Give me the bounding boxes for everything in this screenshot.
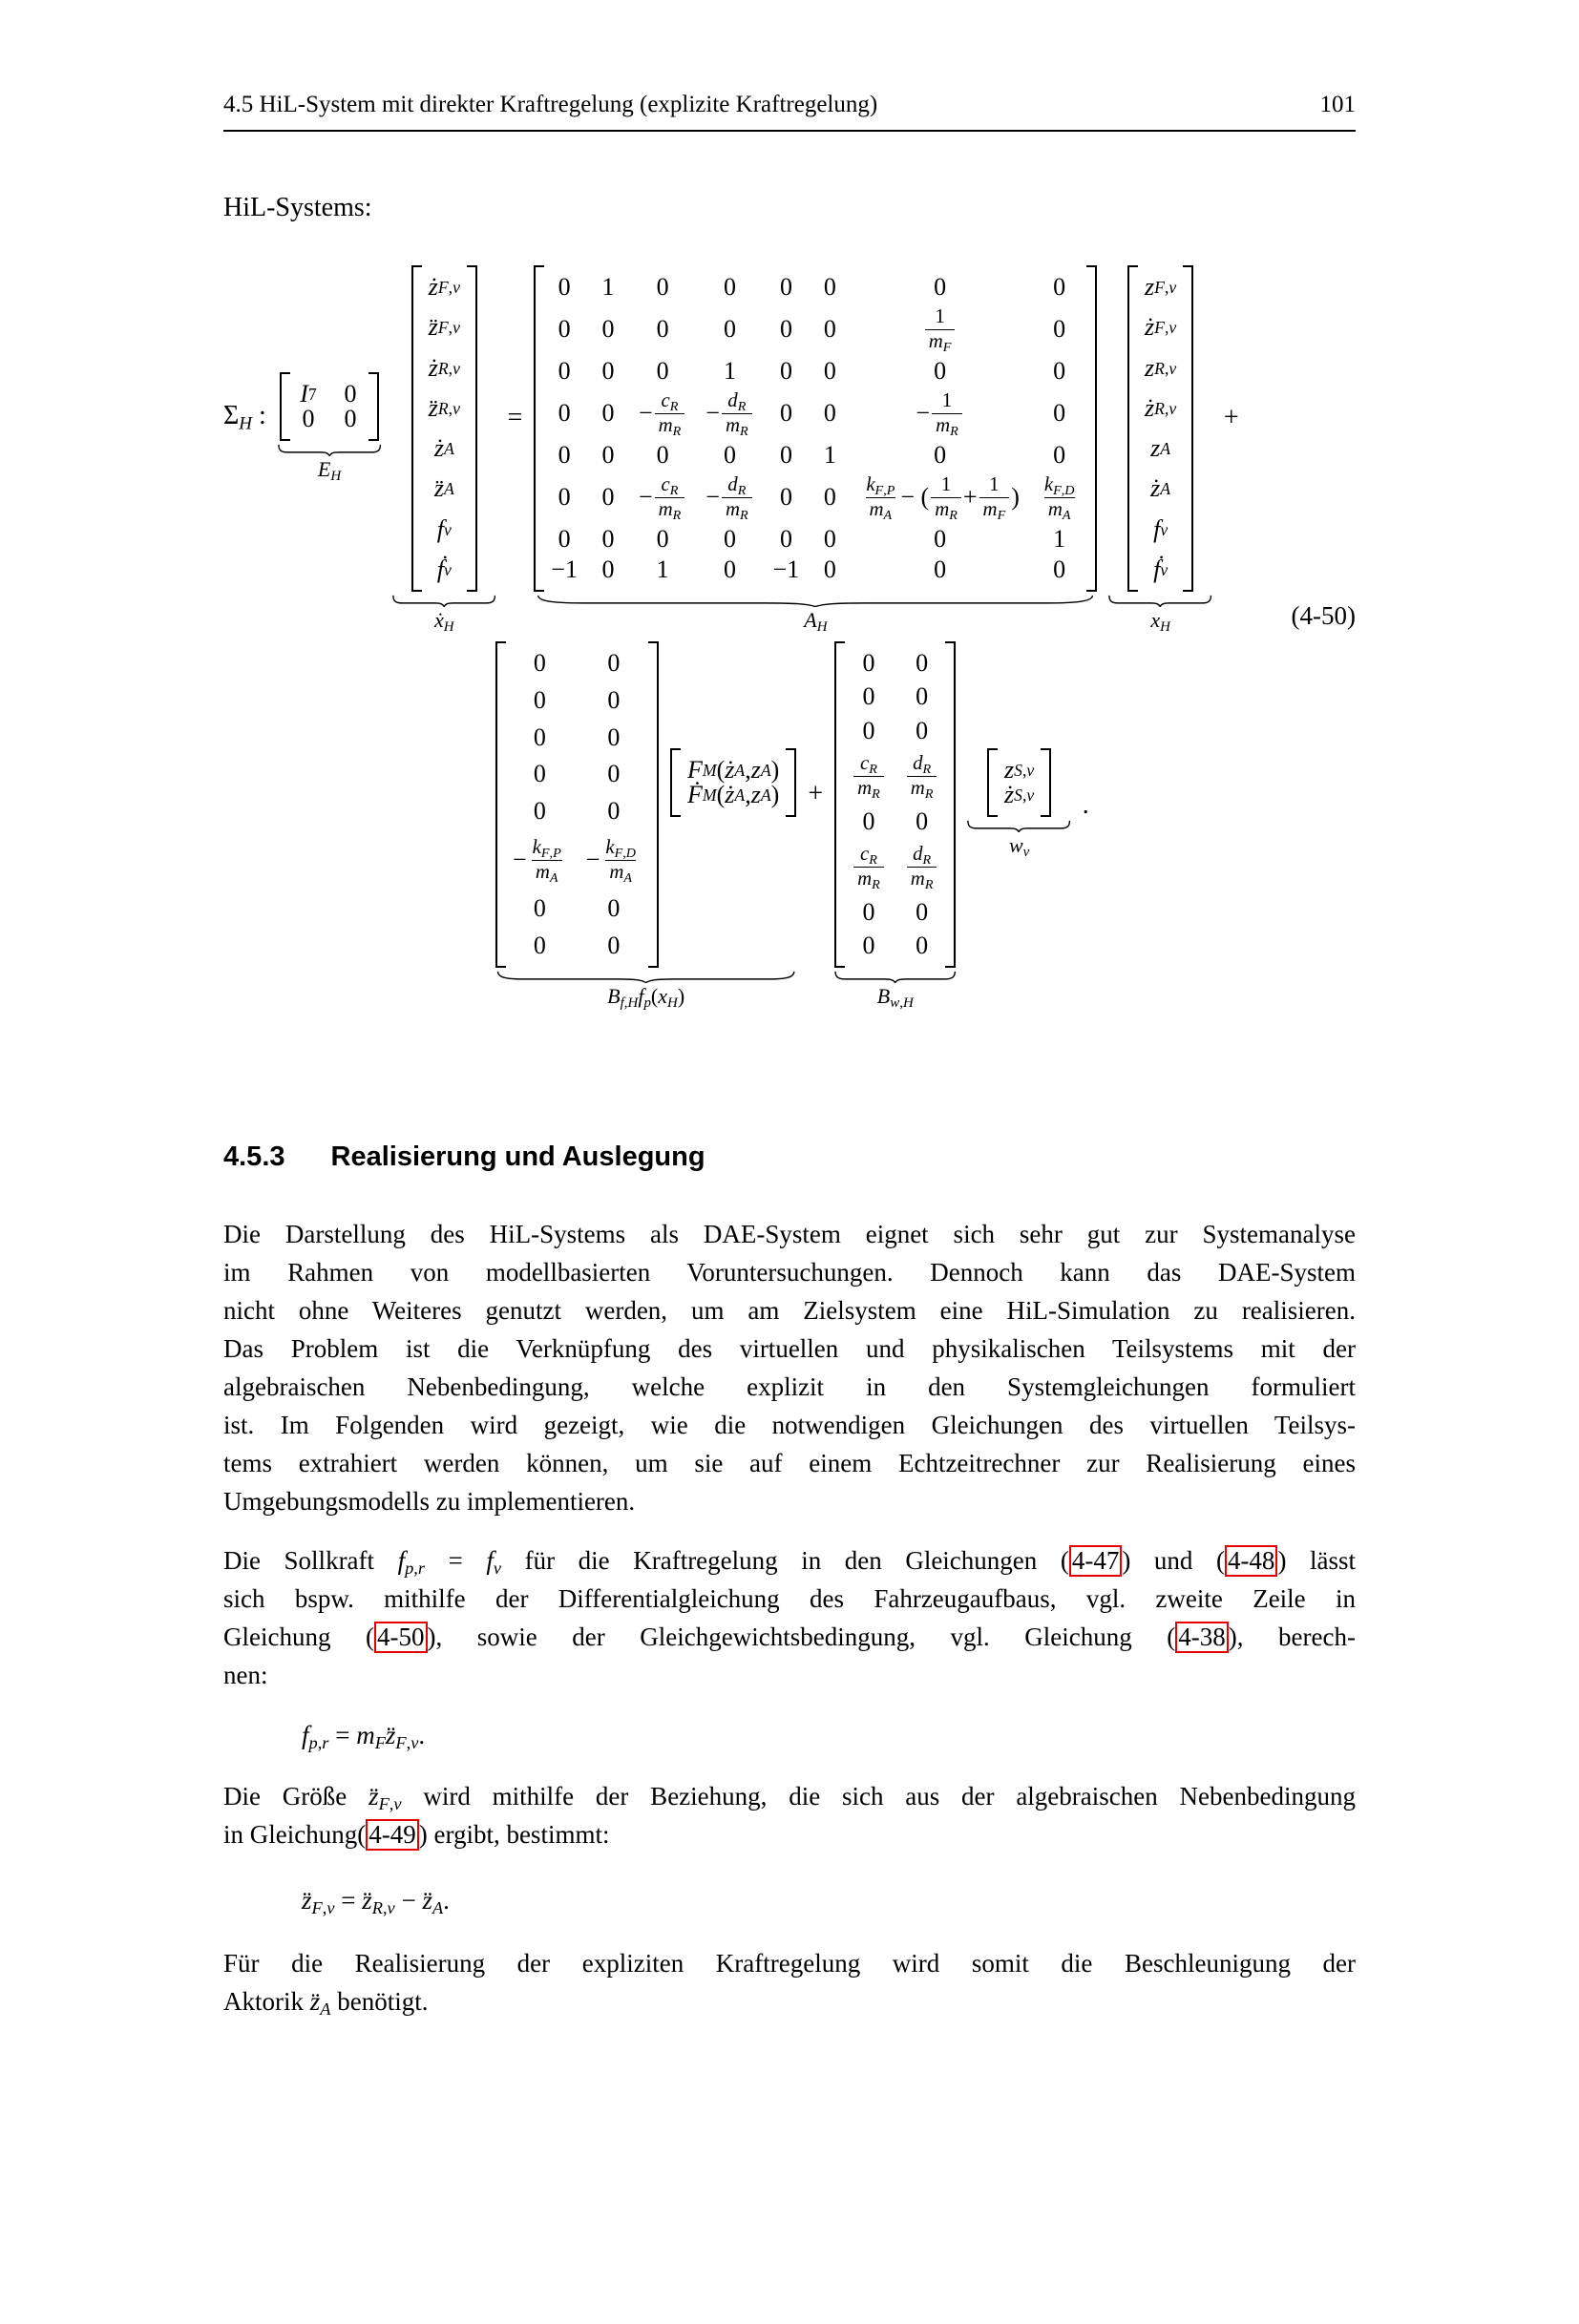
equation-number: (4-50): [1291, 601, 1356, 630]
matrix-cell: 0: [607, 722, 621, 751]
text-line: Die Sollkraft $f_{p,r} = f_v$ für die Kraftregelung in den Gleichungen ( 4-47 ) und ( 4-48 ) lässt: [223, 1546, 1356, 1579]
vector-w-group: [967, 748, 1070, 861]
section-heading: [223, 1141, 1356, 1173]
matrix-cell: 0: [533, 649, 546, 678]
text-line: in Gleichung( 4-49 ) ergibt, bestimmt:: [223, 1820, 610, 1850]
matrix-cell: 0: [916, 716, 929, 744]
section-number: 4.5.3: [223, 1141, 285, 1173]
matrix-cell: 0: [862, 716, 875, 744]
text-line: im Rahmen von modellbasierten Voruntersuchungen. Dennoch kann das DAE-System: [223, 1258, 1356, 1288]
matrix-cell: 0: [533, 722, 546, 751]
matrix-cell: 0: [601, 357, 615, 386]
matrix-cell: 0: [779, 441, 792, 470]
underbrace-w: [967, 820, 1070, 832]
matrix-cell: z̈ R,v: [428, 393, 460, 422]
matrix-cell: 0: [779, 273, 792, 301]
matrix-cell: 0: [601, 399, 615, 428]
matrix-cell: 0: [934, 441, 947, 470]
matrix-cell: ż A: [1150, 474, 1171, 503]
matrix-cell: 0: [607, 685, 621, 714]
equation-line-1: [223, 265, 1356, 636]
matrix-cell: 0: [344, 405, 357, 432]
vector-F: [670, 748, 796, 817]
matrix-cell: 0: [916, 682, 929, 711]
matrix-cell: 0: [862, 649, 875, 678]
underbrace-A: [534, 595, 1097, 607]
matrix-cell: − 1 $m_R$: [916, 389, 963, 438]
matrix-cell: 0: [533, 894, 546, 923]
page: [0, 92, 1579, 2324]
matrix-cell: 0: [558, 483, 571, 512]
paragraph-1: [223, 1215, 1356, 1520]
paragraph-2: [223, 1541, 1356, 1694]
text-line: Für die Realisierung der expliziten Kraftregelung wird somit die Beschleunigung der: [223, 1949, 1356, 1979]
eq-ref-link-4-49[interactable]: 4-49: [366, 1819, 419, 1850]
matrix-cell: 0: [723, 525, 736, 554]
matrix-cell: $d_R$ $m_R$: [905, 752, 939, 801]
matrix-cell: 0: [862, 806, 875, 835]
matrix-cell: 0: [1053, 555, 1066, 583]
matrix-cell: − $c_R$ $m_R$: [639, 473, 686, 522]
plus-sign-2: +: [808, 779, 824, 809]
matrix-cell: − $d_R$ $m_R$: [705, 389, 753, 438]
matrix-cell: 0: [916, 806, 929, 835]
matrix-cell: 1: [1053, 525, 1066, 554]
matrix-cell: 0: [656, 357, 669, 386]
page-number: 101: [1319, 92, 1356, 117]
matrix-cell: $d_R$ $m_R$: [905, 843, 939, 891]
matrix-cell: f v: [1153, 514, 1168, 543]
eq-ref-link-4-38[interactable]: 4-38: [1175, 1622, 1229, 1652]
page-content: [0, 92, 1579, 2020]
matrix-cell: 0: [656, 525, 669, 554]
matrix-cell: 0: [916, 932, 929, 960]
text-line: Das Problem ist die Verknüpfung des virtuellen und physikalischen Teilsystems mit der: [223, 1334, 1356, 1364]
vector-x: [1127, 265, 1193, 592]
text-line: Gleichung ( 4-50 ), sowie der Gleichgewichtsbedingung, vgl. Gleichung ( 4-38 ), berech-: [223, 1623, 1356, 1652]
equation-line-2: [495, 641, 1356, 1012]
matrix-cell: 0: [601, 483, 615, 512]
text-line: nicht ohne Weiteres genutzt werden, um am Zielsystem eine HiL-Simulation zu realisieren.: [223, 1296, 1356, 1326]
matrix-A-label: $A_H$: [804, 608, 828, 636]
matrix-cell: 0: [558, 525, 571, 554]
underbrace-xdot: [392, 595, 495, 607]
matrix-cell: F M ( ż A , z A ): [687, 756, 780, 785]
matrix-cell: −1: [551, 555, 578, 583]
matrix-cell: f v: [436, 514, 452, 543]
eq-ref-link-4-50[interactable]: 4-50: [374, 1622, 428, 1652]
vector-w: [987, 748, 1051, 817]
matrix-cell: 0: [607, 649, 621, 678]
matrix-cell: 0: [934, 273, 947, 301]
matrix-cell: ḟ v: [436, 555, 452, 583]
matrix-cell: 0: [823, 525, 836, 554]
equals-sign: =: [507, 403, 523, 432]
matrix-cell: −1: [772, 555, 800, 583]
vector-x-group: [1108, 265, 1211, 636]
matrix-cell: 0: [656, 441, 669, 470]
text-line: nen:: [223, 1661, 268, 1690]
matrix-cell: 0: [916, 897, 929, 926]
text-line: Umgebungsmodells zu implementieren.: [223, 1487, 636, 1517]
matrix-cell: 0: [779, 483, 792, 512]
underbrace-E: [278, 444, 381, 456]
matrix-cell: z A: [1150, 434, 1171, 463]
vector-xdot: [411, 265, 477, 592]
matrix-cell: 0: [934, 525, 947, 554]
matrix-cell: $c_R$ $m_R$: [852, 843, 886, 891]
matrix-cell: 0: [916, 649, 929, 678]
matrix-cell: 0: [779, 525, 792, 554]
matrix-cell: 0: [723, 555, 736, 583]
matrix-cell: 0: [823, 357, 836, 386]
matrix-cell: 0: [533, 932, 546, 960]
matrix-cell: − $k_{F,D}$ $m_A$: [585, 835, 636, 886]
matrix-A-group: [534, 265, 1097, 636]
matrix-cell: 0: [1053, 441, 1066, 470]
matrix-cell: 0: [723, 273, 736, 301]
matrix-cell: ż S,v: [1004, 781, 1035, 809]
matrix-cell: ż R,v: [1145, 393, 1177, 422]
matrix-Bw-label: $B_{w,H}$: [876, 984, 914, 1012]
matrix-cell: 0: [862, 932, 875, 960]
matrix-Bw-group: [834, 641, 956, 1012]
matrix-cell: 1: [656, 555, 669, 583]
matrix-cell: 0: [862, 897, 875, 926]
vector-x-label: $x_H$: [1150, 608, 1170, 636]
underbrace-x: [1108, 595, 1211, 607]
matrix-cell: 1: [601, 273, 615, 301]
matrix-cell: 0: [601, 441, 615, 470]
matrix-cell: 0: [823, 399, 836, 428]
matrix-cell: 0: [302, 405, 315, 432]
matrix-cell: 0: [934, 357, 947, 386]
matrix-cell: 0: [823, 555, 836, 583]
matrix-cell: 0: [656, 273, 669, 301]
matrix-cell: − $c_R$ $m_R$: [639, 389, 686, 438]
matrix-cell: z̈ F,v: [428, 313, 460, 342]
underbrace-Bf: [495, 971, 796, 983]
matrix-A: [534, 265, 1097, 592]
matrix-cell: 0: [1053, 399, 1066, 428]
matrix-cell: − $k_{F,P}$ $m_A$: [513, 835, 561, 886]
matrix-cell: 0: [934, 555, 947, 583]
matrix-E: [280, 372, 379, 441]
matrix-cell: ż F,v: [428, 273, 460, 301]
matrix-cell: 0: [601, 525, 615, 554]
matrix-cell: 0: [344, 380, 357, 408]
matrix-cell: 0: [779, 399, 792, 428]
matrix-cell: 1: [823, 441, 836, 470]
text-line: sich bspw. mithilfe der Differentialgleichung des Fahrzeugaufbaus, vgl. zweite Zeile in: [223, 1584, 1356, 1614]
matrix-cell: 0: [601, 315, 615, 344]
matrix-E-group: [278, 372, 381, 485]
plus-sign-1: +: [1223, 403, 1239, 432]
matrix-cell: 0: [607, 760, 621, 788]
matrix-cell: 0: [607, 894, 621, 923]
matrix-cell: $c_R$ $m_R$: [852, 752, 886, 801]
underbrace-Bw: [834, 971, 956, 983]
matrix-cell: 0: [1053, 357, 1066, 386]
lead-text: HiL-Systems:: [223, 193, 372, 222]
matrix-Bw: [834, 641, 956, 968]
matrix-Bf: [495, 641, 659, 968]
matrix-cell: 0: [533, 760, 546, 788]
matrix-cell: 1 $m_F$: [923, 305, 958, 354]
paragraph-4: [223, 1944, 1356, 2020]
text-line: ist. Im Folgenden wird gezeigt, wie die notwendigen Gleichungen des virtuellen Teilsys-: [223, 1411, 1356, 1440]
text-line: Aktorik $z̈_A$ benötigt.: [223, 1987, 429, 2020]
matrix-cell: 0: [823, 483, 836, 512]
matrix-cell: 0: [1053, 315, 1066, 344]
text-line: tems extrahiert werden können, um sie auf einem Echtzeitrechner zur Realisierung eines: [223, 1449, 1356, 1478]
matrix-cell: 0: [558, 357, 571, 386]
text-line: algebraischen Nebenbedingung, welche explizit in den Systemgleichungen formuliert: [223, 1372, 1356, 1402]
matrix-cell: 0: [558, 399, 571, 428]
matrix-cell: 1: [723, 357, 736, 386]
matrix-E-label: $E_H$: [317, 457, 342, 485]
text-line: Die Darstellung des HiL-Systems als DAE-System eignet sich sehr gut zur Systemanalyse: [223, 1220, 1356, 1249]
header-section-title: 4.5 HiL-System mit direkter Kraftregelung (explizite Kraftregelung): [223, 92, 878, 117]
matrix-cell: 0: [723, 441, 736, 470]
matrix-cell: 0: [607, 797, 621, 826]
matrix-cell: z S,v: [1004, 756, 1035, 785]
vector-w-label: $w_v$: [1008, 833, 1030, 861]
matrix-cell: 0: [823, 273, 836, 301]
matrix-cell: z F,v: [1145, 273, 1177, 301]
eq-ref-link-4-47[interactable]: 4-47: [1069, 1545, 1123, 1576]
vector-xdot-group: [392, 265, 495, 636]
matrix-cell: 0: [607, 932, 621, 960]
matrix-cell: 0: [1053, 273, 1066, 301]
matrix-cell: z R,v: [1145, 353, 1177, 382]
matrix-cell: 0: [779, 357, 792, 386]
matrix-cell: − $d_R$ $m_R$: [705, 473, 753, 522]
eq-ref-link-4-48[interactable]: 4-48: [1225, 1545, 1278, 1576]
matrix-cell: 0: [656, 315, 669, 344]
matrix-cell: 0: [862, 682, 875, 711]
matrix-cell: ż F,v: [1145, 313, 1177, 342]
matrix-cell: Ḟ M ( ż A , z A ): [687, 781, 780, 809]
matrix-Bf-product: [495, 641, 796, 968]
display-equation-zfv: $z̈_{F,v}$ = $z̈_{R,v}$ − $z̈_A$.: [302, 1886, 450, 1918]
matrix-cell: 0: [558, 441, 571, 470]
matrix-cell: 0: [723, 315, 736, 344]
matrix-cell: 0: [601, 555, 615, 583]
matrix-Bf-label: $B_{f,H}f_p(x_H)$: [607, 984, 685, 1012]
text-line: Die Größe $z̈_{F,v}$ wird mithilfe der Beziehung, die sich aus der algebraischen Nebenbedingung: [223, 1782, 1356, 1814]
matrix-cell: $k_{F,D}$ $m_A$: [1043, 472, 1075, 523]
matrix-cell: 0: [779, 315, 792, 344]
matrix-cell: z̈ A: [433, 474, 454, 503]
matrix-cell: 0: [558, 273, 571, 301]
sentence-period: .: [1082, 790, 1089, 821]
matrix-cell: ż R,v: [428, 353, 460, 382]
matrix-cell: ḟ v: [1153, 555, 1168, 583]
vector-xdot-label: ẋ$_H$: [434, 608, 454, 636]
section-title: Realisierung und Auslegung: [330, 1141, 705, 1173]
matrix-cell: ż A: [433, 434, 454, 463]
matrix-cell: 0: [533, 797, 546, 826]
matrix-cell: I 7: [300, 380, 317, 408]
matrix-cell: 0: [558, 315, 571, 344]
paragraph-3: [223, 1777, 1356, 1853]
system-symbol: $\Sigma_H$ :: [223, 401, 266, 434]
matrix-Bf-group: [495, 641, 796, 1012]
matrix-cell: $k_{F,P}$ $m_A$ − ( 1 $m_R$ + 1 $m_F$ ): [866, 472, 1020, 523]
display-equation-fpr: $f_{p,r}$ = $m_Fz̈_{F,v}$.: [302, 1721, 426, 1753]
running-header: [223, 92, 1356, 132]
equation-4-50: [223, 265, 1356, 1012]
matrix-cell: 0: [823, 315, 836, 344]
matrix-cell: 0: [533, 685, 546, 714]
